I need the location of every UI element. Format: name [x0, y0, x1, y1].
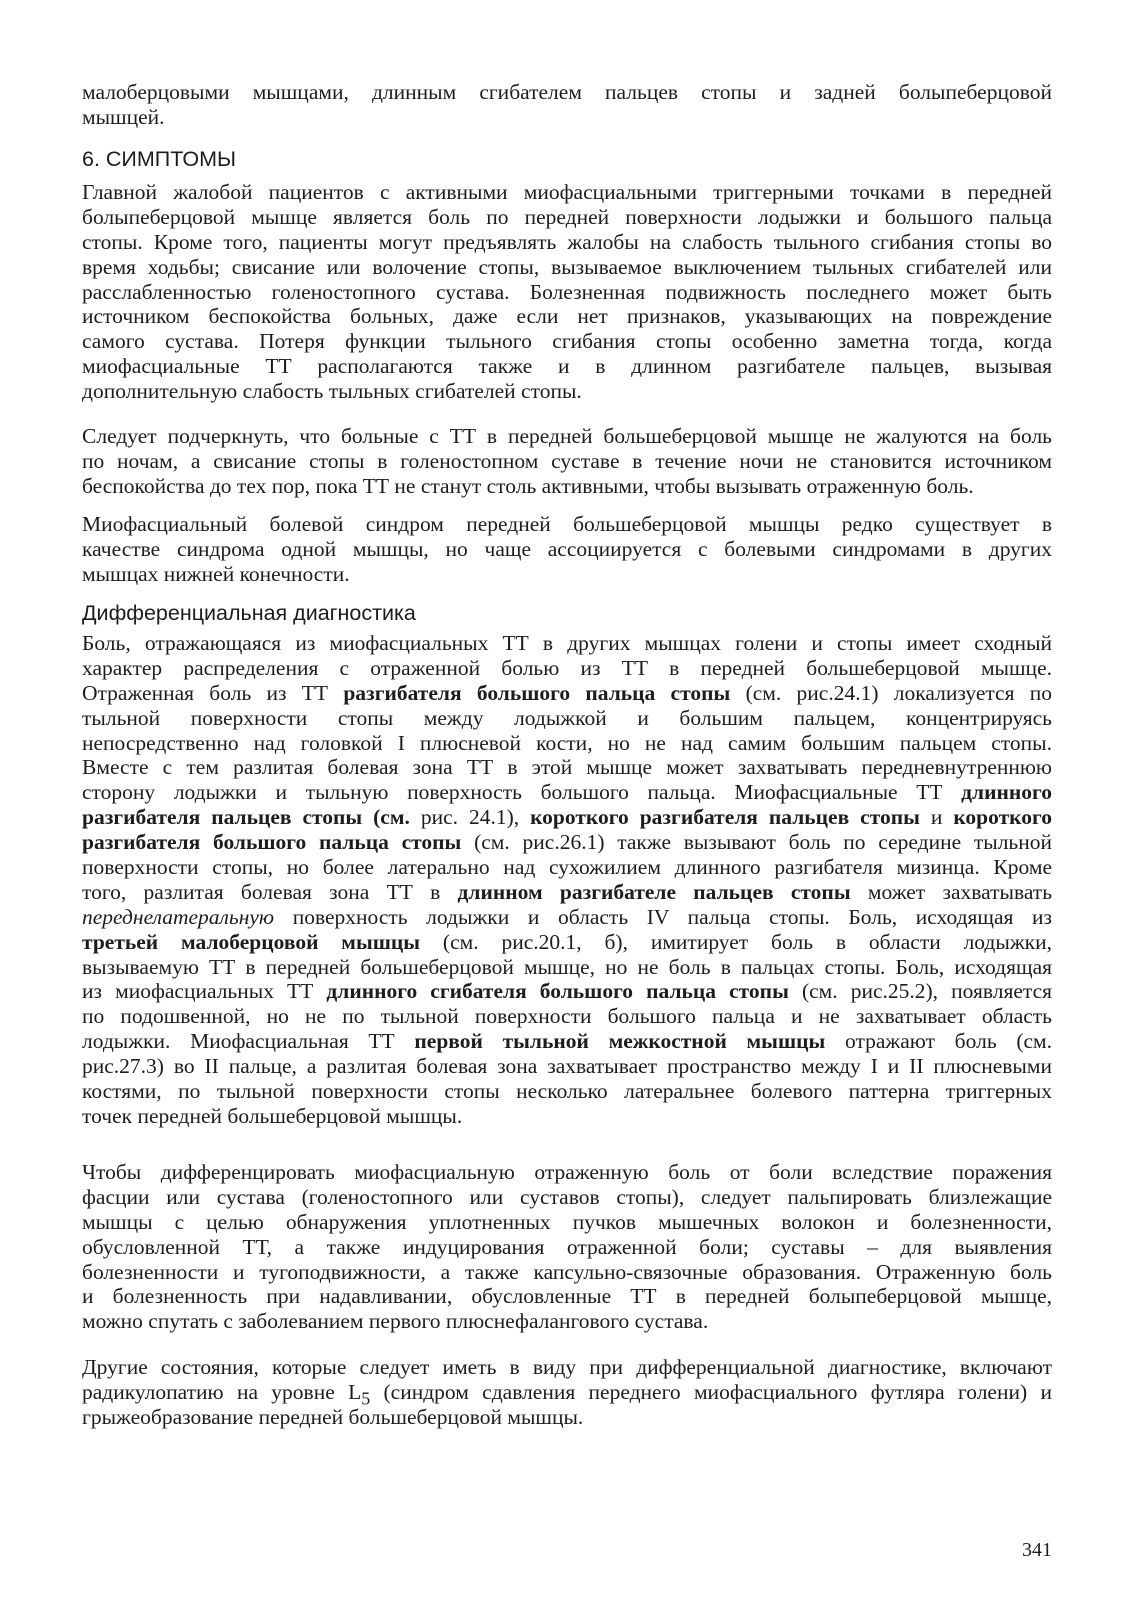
- text-line: [82, 1029, 1052, 1054]
- text-line: [82, 905, 1052, 930]
- text-run: качестве синдрома одной мышцы, но чаще ассоциируется с болевыми синдромами в других: [82, 536, 1052, 561]
- text-line: [82, 537, 1052, 562]
- text-run: болезненности и тугоподвижности, а также капсульно-связочные образования. Отраженную боль: [82, 1259, 1052, 1284]
- text-line: [82, 424, 1052, 449]
- text-run: Боль, отражающаяся из миофасциальных ТТ в других мышцах голени и стопы имеет сходный: [82, 631, 1052, 655]
- text-line: [82, 512, 1052, 537]
- text-line: [82, 681, 1052, 706]
- text-run: поверхности стопы, но более латерально над сухожилием длинного разгибателя мизинца. Кроме: [82, 855, 1052, 880]
- text-line: [82, 979, 1052, 1004]
- text-line: [82, 656, 1052, 681]
- text-line: [82, 205, 1052, 230]
- page-number: 341: [1022, 1539, 1052, 1561]
- text-line: [82, 474, 1052, 499]
- bold-muscle-name: длинном разгибателе пальцев стопы: [457, 879, 851, 904]
- paragraph-night-pain: [82, 424, 1052, 499]
- text-line: [82, 379, 1052, 404]
- subscript: 5: [361, 1388, 371, 1409]
- bold-muscle-name: длинного сгибателя большого пальца стопы: [326, 979, 789, 1004]
- text-run: поверхность лодыжки и область IV пальца стопы. Боль, исходящая из: [274, 904, 1052, 929]
- text-run: источником беспокойства больных, даже если нет признаков, указывающих на повреждение: [82, 304, 1052, 329]
- text-run: костями, по тыльной поверхности стопы несколько латеральнее болевого паттерна триггерных: [82, 1079, 1052, 1104]
- text-line: [82, 280, 1052, 305]
- text-run: мышцах нижней конечности.: [82, 561, 350, 586]
- text-run: Миофасциальный болевой синдром передней большеберцовой мышцы редко существует в: [82, 512, 1052, 536]
- text-line: [82, 880, 1052, 905]
- text-line: [82, 105, 1052, 130]
- text-line: [82, 1185, 1052, 1210]
- text-run: и болезненность при надавливании, обусловленные ТТ в передней болыпеберцовой мышце,: [82, 1284, 1052, 1309]
- text-run: точек передней большеберцовой мышцы.: [82, 1103, 463, 1128]
- text-run: по подошвенной, но не по тыльной поверхности большого пальца и не захватывает область: [82, 1004, 1052, 1029]
- text-line: [82, 805, 1052, 830]
- text-line: [82, 1104, 1052, 1129]
- text-run: (см. рис.24.1) локализуется по: [730, 680, 1052, 705]
- text-line: [82, 955, 1052, 980]
- text-run: можно спутать с заболеванием первого плюснефалангового сустава.: [82, 1309, 709, 1334]
- text-run: Другие состояния, которые следует иметь в виду при дифференциальной диагностике, включают: [82, 1355, 1052, 1379]
- bold-muscle-name: разгибателя большого пальца стопы: [82, 830, 462, 855]
- bold-muscle-name: короткого: [953, 805, 1052, 830]
- carryover-paragraph: [82, 80, 1052, 130]
- text-line: [82, 706, 1052, 731]
- text-line: [82, 1004, 1052, 1029]
- text-line: [82, 1260, 1052, 1285]
- text-run: фасции или сустава (голеностопного или суставов стопы), следует пальпировать близлежащие: [82, 1184, 1052, 1209]
- section-heading-symptoms: 6. СИМПТОМЫ: [82, 147, 237, 171]
- text-run: (синдром сдавления переднего миофасциального футляра голени) и: [370, 1379, 1052, 1404]
- text-run: мышцы с целью обнаружения уплотненных пучков мышечных волокон и болезненности,: [82, 1209, 1052, 1234]
- text-run: (см. рис.26.1) также вызывают боль по середине тыльной: [461, 830, 1052, 855]
- paragraph-referred-pain: [82, 631, 1052, 1129]
- italic-term: переднелатеральную: [82, 904, 275, 929]
- text-line: [82, 780, 1052, 805]
- text-line: [82, 631, 1052, 656]
- paragraph-other-conditions: [82, 1355, 1052, 1430]
- text-run: мышцей.: [82, 104, 165, 129]
- text-line: [82, 1210, 1052, 1235]
- text-run: Чтобы дифференцировать миофасциальную отраженную боль от боли вследствие поражения: [82, 1160, 1052, 1184]
- text-run: и: [919, 805, 954, 830]
- paragraph-differentiation: [82, 1160, 1052, 1334]
- text-line: [82, 731, 1052, 756]
- bold-muscle-name: разгибателя пальцев стопы (см.: [82, 805, 410, 830]
- text-run: обусловленной ТТ, а также индуцирования отраженной боли; суставы – для выявления: [82, 1234, 1052, 1259]
- text-line: [82, 1309, 1052, 1334]
- text-line: [82, 1235, 1052, 1260]
- text-line: [82, 1054, 1052, 1079]
- subheading-differential: Дифференциальная диагностика: [82, 601, 416, 625]
- text-line: [82, 1355, 1052, 1380]
- text-line: [82, 354, 1052, 379]
- text-run: стопы. Кроме того, пациенты могут предъявлять жалобы на слабость тыльного сгибания стопы во: [82, 229, 1052, 254]
- text-run: (см. рис.20.1, б), имитирует боль в области лодыжки,: [420, 929, 1052, 954]
- text-run: Следует подчеркнуть, что больные с ТТ в передней большеберцовой мышце не жалуются на боль: [82, 424, 1052, 448]
- text-run: отражают боль (см.: [825, 1029, 1052, 1054]
- text-run: характер распределения с отраженной болью из ТТ в передней большеберцовой мышце.: [82, 655, 1052, 680]
- paragraph-single-muscle: [82, 512, 1052, 587]
- text-line: [82, 304, 1052, 329]
- text-run: непосредственно над головкой I плюсневой кости, но не над самим большим пальцем стопы.: [82, 730, 1052, 755]
- text-line: [82, 255, 1052, 280]
- text-line: [82, 562, 1052, 587]
- bold-muscle-name: длинного: [961, 780, 1052, 805]
- text-line: [82, 855, 1052, 880]
- text-run: может захватывать: [850, 879, 1053, 904]
- text-run: малоберцовыми мышцами, длинным сгибателем пальцев стопы и задней болыпеберцовой: [82, 80, 1052, 104]
- bold-muscle-name: первой тыльной межкостной мышцы: [414, 1029, 826, 1054]
- text-run: радикулопатию на уровне L: [82, 1379, 362, 1404]
- text-line: [82, 1379, 1052, 1409]
- text-run: по ночам, а свисание стопы в голеностопном суставе в течение ночи не становится источником: [82, 448, 1052, 473]
- text-run: рис.27.3) во II пальце, а разлитая болевая зона захватывает пространство между I и II плюсневыми: [82, 1054, 1052, 1079]
- text-run: Вместе с тем разлитая болевая зона ТТ в этой мышце может захватывать передневнутреннюю: [82, 755, 1052, 780]
- bold-muscle-name: третьей малоберцовой мышцы: [82, 929, 421, 954]
- text-line: [82, 755, 1052, 780]
- text-run: рис. 24.1),: [409, 805, 531, 830]
- text-line: [82, 930, 1052, 955]
- text-line: [82, 230, 1052, 255]
- text-line: [82, 1160, 1052, 1185]
- text-line: [82, 1079, 1052, 1104]
- text-run: из миофасциальных ТТ: [82, 979, 327, 1004]
- text-run: лодыжки. Миофасциальная ТТ: [82, 1029, 415, 1054]
- text-run: болыпеберцовой мышце является боль по передней поверхности лодыжки и большого пальца: [82, 204, 1052, 229]
- paragraph-main-complaint: [82, 180, 1052, 404]
- text-run: самого сустава. Потеря функции тыльного сгибания стопы особенно заметна тогда, когда: [82, 329, 1052, 354]
- text-run: вызываемую ТТ в передней большеберцовой мышце, но не боль в пальцах стопы. Боль, исходящая: [82, 954, 1052, 979]
- text-run: тыльной поверхности стопы между лодыжкой и большим пальцем, концентрируясь: [82, 705, 1052, 730]
- text-line: [82, 1284, 1052, 1309]
- text-run: время ходьбы; свисание или волочение стопы, вызываемое выключением тыльных сгибателей или: [82, 254, 1052, 279]
- text-run: сторону лодыжки и тыльную поверхность большого пальца. Миофасциальные ТТ: [82, 780, 962, 805]
- text-run: Главной жалобой пациентов с активными миофасциальными триггерными точками в передней: [82, 180, 1052, 204]
- text-run: дополнительную слабость тыльных сгибателей стопы.: [82, 379, 582, 404]
- text-run: расслабленностью голеностопного сустава. Болезненная подвижность последнего может быть: [82, 279, 1052, 304]
- text-line: [82, 449, 1052, 474]
- text-line: [82, 180, 1052, 205]
- text-line: [82, 830, 1052, 855]
- text-line: [82, 80, 1052, 105]
- bold-muscle-name: короткого разгибателя пальцев стопы: [530, 805, 920, 830]
- text-line: [82, 329, 1052, 354]
- text-run: грыжеобразование передней большеберцовой мышцы.: [82, 1404, 584, 1429]
- text-run: того, разлитая болевая зона ТТ в: [82, 879, 458, 904]
- bold-muscle-name: разгибателя большого пальца стопы: [343, 680, 731, 705]
- text-line: [82, 1405, 1052, 1430]
- text-run: беспокойства до тех пор, пока ТТ не станут столь активными, чтобы вызывать отраженную боль.: [82, 473, 974, 498]
- text-run: миофасциальные ТТ располагаются также и в длинном разгибателе пальцев, вызывая: [82, 354, 1052, 379]
- text-run: (см. рис.25.2), появляется: [788, 979, 1052, 1004]
- text-run: Отраженная боль из ТТ: [82, 680, 344, 705]
